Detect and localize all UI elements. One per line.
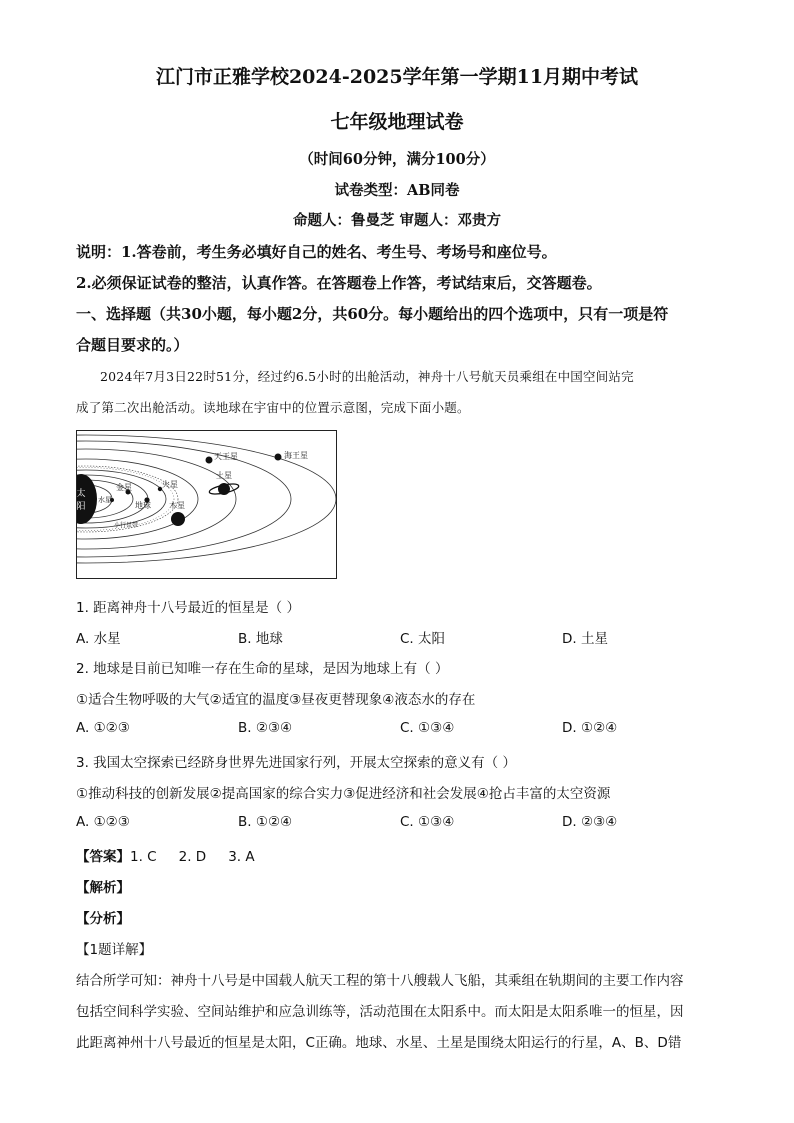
neptune-label: 海王星 (284, 451, 308, 460)
jupiter-label: 木星 (169, 501, 185, 510)
answer-3: 3. A (228, 849, 255, 865)
question-1-option-c: C. 太阳 (400, 631, 446, 647)
question-1-option-b: B. 地球 (238, 631, 283, 647)
time-info: （时间60分钟，满分100分） (299, 151, 495, 168)
neptune (275, 454, 282, 461)
question-1-option-d: D. 土星 (562, 631, 608, 647)
question-1-option-a: A. 水星 (76, 631, 121, 647)
answer-label: 【答案】 (76, 849, 130, 865)
mercury-label: 水星 (98, 496, 112, 504)
earth-label: 地球 (135, 501, 151, 510)
fenxi-label: 【分析】 (76, 911, 130, 927)
fenxi-heading (76, 907, 130, 927)
intro-line1: 2024年7月3日22时51分，经过约6.5小时的出舱活动，神舟十八号航天员乘组在中国空间站完 (100, 369, 634, 384)
solar-system-diagram (76, 430, 337, 579)
question-2-option-a: A. ①②③ (76, 720, 130, 736)
uranus-label: 天王星 (214, 452, 238, 461)
asteroid-belt-label: 小行星带 (114, 522, 139, 529)
uranus (206, 457, 213, 464)
jiexi-label: 【解析】 (76, 880, 130, 896)
question-3-statements: ①推动科技的创新发展②提高国家的综合实力③促进经济和社会发展④抢占丰富的太空资源 (76, 786, 611, 802)
answer-2: 2. D (178, 849, 207, 865)
sun-label-2: 阳 (76, 502, 86, 512)
saturn-label: 土星 (216, 471, 232, 480)
note-2: 2.必须保证试卷的整洁，认真作答。在答题卷上作答，考试结束后，交答题卷。 (76, 274, 602, 292)
analysis-heading (76, 876, 130, 896)
note-1: 说明：1.答卷前，考生务必填好自己的姓名、考生号、考场号和座位号。 (76, 243, 557, 261)
analysis-line-1: 结合所学可知：神舟十八号是中国载人航天工程的第十八艘载人飞船，其乘组在轨期间的主要工作内容 (76, 973, 684, 989)
exam-title: 江门市正雅学校2024-2025学年第一学期11月期中考试 (155, 66, 639, 88)
venus-label: 金星 (116, 483, 132, 492)
paper-type: 试卷类型：AB同卷 (334, 182, 460, 199)
answer-line (76, 845, 277, 865)
sun-label-1: 太 (76, 489, 86, 499)
detail-heading: 【1题详解】 (76, 942, 153, 958)
section-heading-line2: 合题目要求的。） (76, 336, 189, 354)
question-3-stem: 3. 我国太空探索已经跻身世界先进国家行列，开展太空探索的意义有（ ） (76, 755, 516, 771)
analysis-line-2: 包括空间科学实验、空间站维护和应急训练等，活动范围在太阳系中。而太阳是太阳系唯一的恒星，因 (76, 1004, 684, 1020)
question-2-stem: 2. 地球是目前已知唯一存在生命的星球，是因为地球上有（ ） (76, 661, 449, 677)
jupiter (171, 512, 185, 526)
answer-1: 1. C (130, 849, 157, 865)
question-3-option-d: D. ②③④ (562, 814, 618, 830)
question-3-option-b: B. ①②④ (238, 814, 293, 830)
question-3-option-c: C. ①③④ (400, 814, 455, 830)
analysis-line-3: 此距离神州十八号最近的恒星是太阳，C正确。地球、水星、土星是围绕太阳运行的行星，A、B、D错 (76, 1035, 682, 1051)
authors: 命题人：鲁曼芝 审题人：邓贵方 (292, 212, 502, 229)
exam-subtitle: 七年级地理试卷 (330, 111, 464, 133)
question-2-option-d: D. ①②④ (562, 720, 618, 736)
mars-label: 火星 (162, 480, 178, 489)
question-2-statements: ①适合生物呼吸的大气②适宜的温度③昼夜更替现象④液态水的存在 (76, 692, 476, 708)
section-heading-line1: 一、选择题（共30小题，每小题2分，共60分。每小题给出的四个选项中，只有一项是符 (76, 305, 669, 323)
intro-line2: 成了第二次出舱活动。读地球在宇宙中的位置示意图，完成下面小题。 (76, 400, 470, 415)
question-2-option-b: B. ②③④ (238, 720, 293, 736)
question-1-stem: 1. 距离神舟十八号最近的恒星是（ ） (76, 600, 300, 616)
question-2-option-c: C. ①③④ (400, 720, 455, 736)
question-3-option-a: A. ①②③ (76, 814, 130, 830)
